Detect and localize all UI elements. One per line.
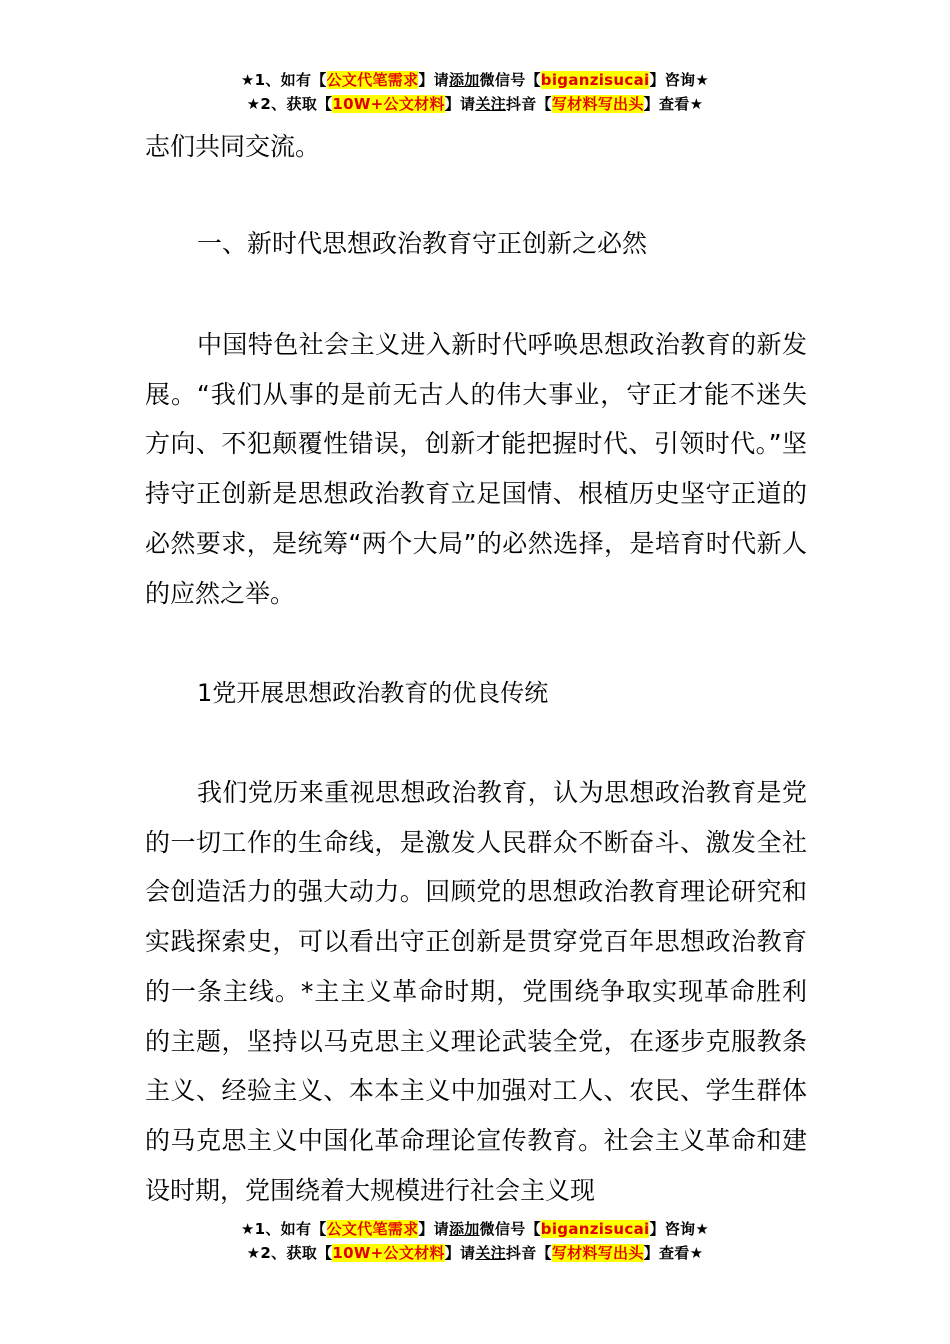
banner-text: 】查看★ (643, 1244, 704, 1262)
paragraph-2: 我们党历来重视思想政治教育，认为思想政治教育是党的一切工作的生命线，是激发人民群众不断奋斗、激发全社会创造活力的强大动力。回顾党的思想政治教育理论研究和实践探索史，可以看出守正创新是贯穿党百年思想政治教育的一条主线。*主主义革命时期，党围绕争取实现革命胜利的主题，坚持以马克思主义理论武装全党，在逐步克服教条主义、经验主义、本本主义中加强对工人、农民、学生群体的马克思主义中国化革命理论宣传教育。社会主义革命和建设时期，党围绕着大规模进行社会主义现 (145, 778, 807, 1205)
banner-highlight: 公文代笔需求 (326, 71, 419, 89)
banner-text: 】请 (418, 71, 449, 89)
banner-text: 】查看★ (643, 95, 704, 113)
footer-banner (0, 1217, 950, 1265)
continuation-text: 志们共同交流。 (145, 132, 321, 161)
banner-text: 抖音【 (505, 1244, 552, 1262)
banner-highlight: 公文代笔需求 (326, 1220, 419, 1238)
banner-text: ★2、获取【 (246, 95, 333, 113)
banner-text: 】咨询★ (649, 71, 710, 89)
banner-text: 】咨询★ (649, 1220, 710, 1238)
banner-highlight: 10W+公文材料 (332, 1244, 445, 1262)
banner-text: 】请 (444, 95, 476, 113)
banner-text: 微信号【 (479, 71, 541, 89)
banner-line-2 (0, 92, 950, 116)
header-banner (0, 68, 950, 116)
banner-highlight: 10W+公文材料 (332, 95, 445, 113)
banner-line-2 (0, 1241, 950, 1265)
banner-underline: 关注 (475, 95, 506, 113)
banner-text: 微信号【 (479, 1220, 541, 1238)
banner-text: 抖音【 (505, 95, 552, 113)
banner-text: 】请 (444, 1244, 476, 1262)
banner-douyin-id: 写材料写出头 (551, 95, 644, 113)
banner-underline: 添加 (448, 71, 480, 89)
banner-line-1 (0, 68, 950, 92)
banner-underline: 关注 (475, 1244, 506, 1262)
banner-wechat-id: biganzisucai (540, 1220, 650, 1238)
banner-wechat-id: biganzisucai (540, 71, 650, 89)
banner-underline: 添加 (448, 1220, 480, 1238)
banner-text: ★2、获取【 (246, 1244, 333, 1262)
sub-heading: 1党开展思想政治教育的优良传统 (197, 679, 549, 707)
banner-text: ★1、如有【 (240, 71, 327, 89)
banner-text: ★1、如有【 (240, 1220, 327, 1238)
banner-douyin-id: 写材料写出头 (551, 1244, 644, 1262)
section-heading: 一、新时代思想政治教育守正创新之必然 (197, 229, 648, 258)
banner-line-1 (0, 1217, 950, 1241)
paragraph-1: 中国特色社会主义进入新时代呼唤思想政治教育的新发展。“我们从事的是前无古人的伟大事业，守正才能不迷失方向、不犯颠覆性错误，创新才能把握时代、引领时代。”坚持守正创新是思想政治教育立足国情、根植历史坚守正道的必然要求，是统筹“两个大局”的必然选择，是培育时代新人的应然之举。 (145, 330, 807, 608)
banner-text: 】请 (418, 1220, 449, 1238)
